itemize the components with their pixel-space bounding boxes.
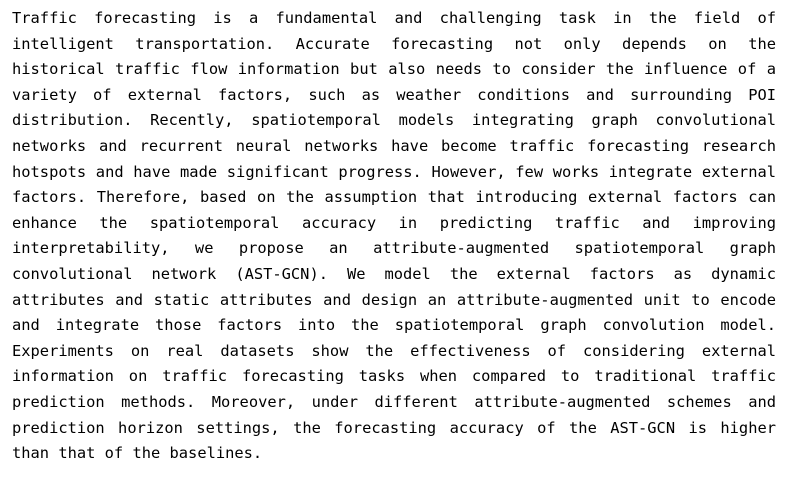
- abstract-paragraph: Traffic forecasting is a fundamental and challenging task in the field of intelligent transportation. Accurate forecasting not only depends on the historical traffic flow information but also needs to consider the influence of a variety of external factors, such as weather conditions and surrounding POI distribution. Recently, spatiotemporal models integrating graph convolutional networks and recurrent neural networks have become traffic forecasting research hotspots and have made significant progress. However, few works integrate external factors. Therefore, based on the assumption that introducing external factors can enhance the spatiotemporal accuracy in predicting traffic and improving interpretability, we propose an attribute-augmented spatiotemporal graph convolutional network (AST-GCN). We model the external factors as dynamic attributes and static attributes and design an attribute-augmented unit to encode and integrate those factors into the spatiotemporal graph convolution model. Experiments on real datasets show the effectiveness of considering external information on traffic forecasting tasks when compared to traditional traffic prediction methods. Moreover, under different attribute-augmented schemes and prediction horizon settings, the forecasting accuracy of the AST-GCN is higher than that of the baselines.: [12, 9, 776, 463]
